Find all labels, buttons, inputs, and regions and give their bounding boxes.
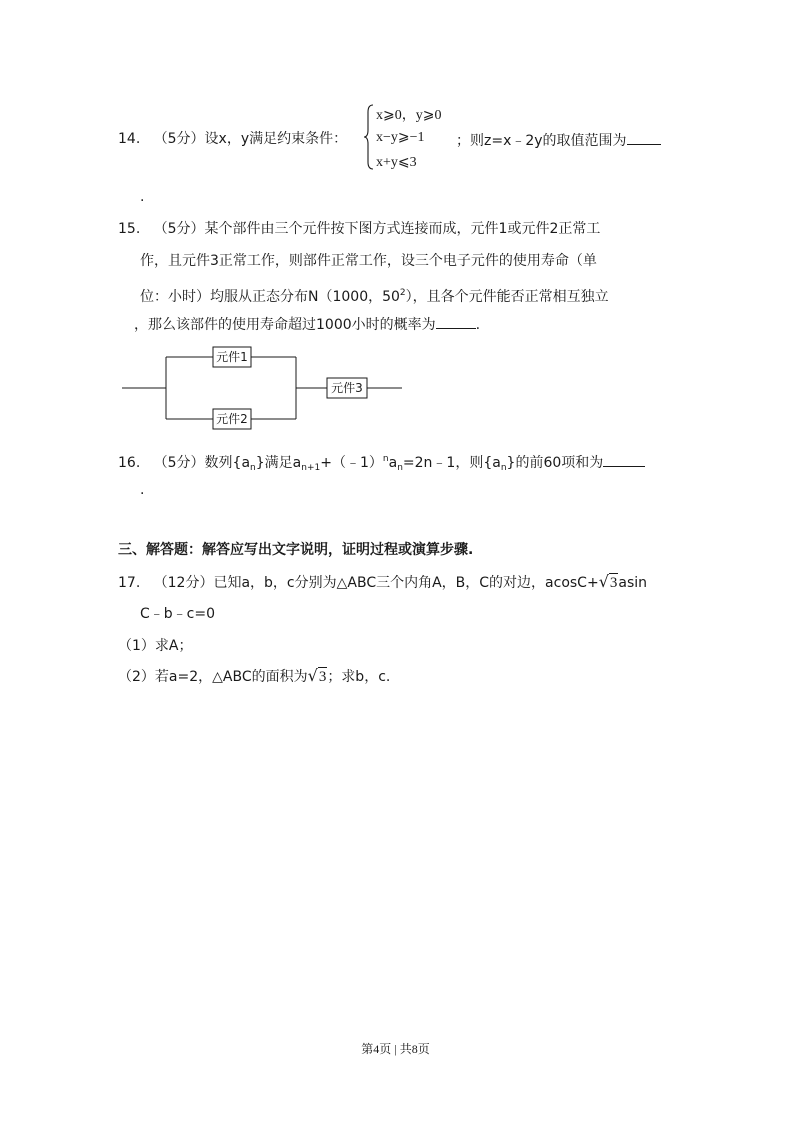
q15-text-3a: 位：小时）均服从正态分布N（1000，50 (140, 289, 400, 305)
q14-line (118, 130, 347, 148)
sqrt-3-area: √3 (307, 666, 327, 685)
component-3-label: 元件3 (331, 381, 363, 395)
q16-text-5: =2n﹣1，则{a (402, 455, 501, 471)
q16-sub-2: n+1 (301, 463, 321, 473)
q17-text-1a: 已知a，b，c分别为△ABC三个内角A，B，C的对边，acosC+ (213, 575, 599, 591)
q16-sup: n (382, 454, 389, 464)
q15-sup: 2 (399, 288, 406, 298)
q14-text-b: ；则z=x﹣2y的取值范围为 (456, 133, 627, 149)
q15-line-3 (140, 284, 609, 306)
q16-sub-4: n (500, 463, 507, 473)
q15-text-1: 某个部件由三个元件按下图方式连接而成，元件1或元件2正常工 (204, 221, 601, 237)
q16-text-1: 数列{a (204, 455, 251, 471)
q16-text-2: }满足a (255, 455, 302, 471)
q14-answer-blank (627, 130, 661, 145)
q15-text-4b: . (475, 317, 481, 333)
q15-line-4 (134, 314, 480, 334)
sqrt-3: √3 (598, 572, 618, 591)
sqrt-3-area-radicand: 3 (318, 669, 327, 685)
q15-text-3b: ），且各个元件能否正常相互独立 (405, 289, 609, 305)
q17-part-2b: ；求b，c. (327, 669, 391, 685)
page-footer: 第4页 | 共8页 (361, 1042, 430, 1056)
q15-text-4a: ，那么该部件的使用寿命超过1000小时的概率为 (134, 317, 436, 333)
q17-number: 17. (118, 575, 141, 591)
circuit-diagram (118, 345, 408, 433)
section-3-heading: 三、解答题：解答应写出文字说明，证明过程或演算步骤. (118, 542, 474, 558)
component-1-label: 元件1 (216, 350, 248, 364)
q15-number: 15. (118, 221, 141, 237)
q16-score: （5分） (153, 455, 205, 471)
q17-text-1b: asin (618, 575, 648, 591)
q14-score: （5分） (153, 131, 205, 147)
q17-part-2 (118, 667, 390, 686)
q17-line-1 (118, 573, 647, 592)
q15-answer-blank (436, 314, 476, 329)
q16-sub-1: n (250, 463, 256, 473)
q14-number: 14. (118, 131, 141, 147)
q15-line-1 (118, 220, 600, 238)
q14-dot: . (140, 189, 145, 205)
q16-line (118, 450, 645, 477)
q16-sub-3: n (397, 463, 403, 473)
q17-line-2: C﹣b﹣c=0 (140, 606, 215, 622)
q17-score: （12分） (153, 575, 214, 591)
q16-number: 16. (118, 455, 141, 471)
constraint-line-3: x+y⩽3 (376, 155, 417, 170)
q16-text-6: }的前60项和为 (506, 455, 604, 471)
constraint-line-2: x−y⩾−1 (376, 130, 425, 145)
constraint-line-1: x⩾0，y⩾0 (376, 108, 442, 123)
q16-text-4: a (388, 455, 398, 471)
q15-score: （5分） (153, 221, 205, 237)
q16-text-3: +（﹣1） (320, 455, 383, 471)
q14-text-a: 设x，y满足约束条件： (204, 131, 348, 147)
sqrt-3-radicand: 3 (609, 575, 618, 591)
q17-part-1: （1）求A； (118, 638, 193, 654)
q17-part-2a: （2）若a=2，△ABC的面积为 (118, 669, 308, 685)
q14-text-b-line (456, 130, 661, 150)
constraint-brace (364, 104, 374, 170)
q16-answer-blank (603, 452, 645, 467)
q15-line-2: 作，且元件3正常工作，则部件正常工作，设三个电子元件的使用寿命（单 (140, 253, 597, 269)
q16-dot: . (140, 482, 145, 498)
component-2-label: 元件2 (216, 412, 248, 426)
